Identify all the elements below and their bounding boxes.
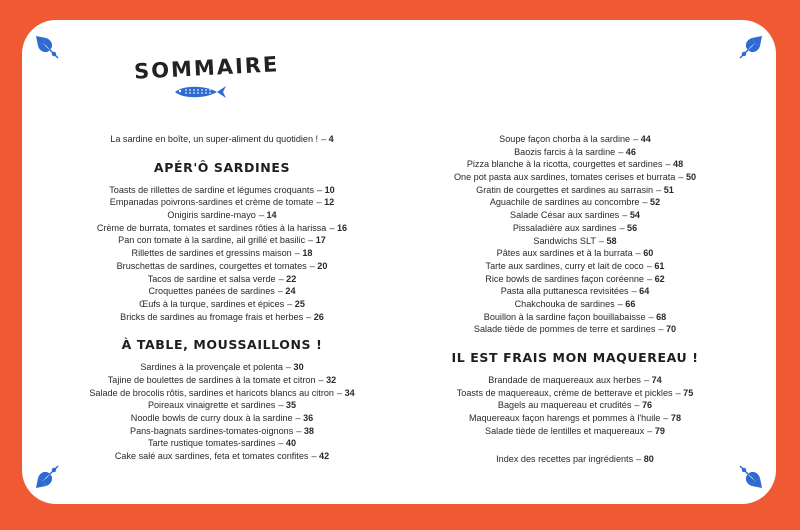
title-block <box>133 52 280 100</box>
toc-entry[interactable]: Tarte aux sardines, curry et lait de coco– 61 <box>410 260 740 273</box>
toc-entry[interactable]: Tarte rustique tomates-sardines– 40 <box>57 437 387 450</box>
toc-entry[interactable]: Bouillon à la sardine façon bouillabaisse– 68 <box>410 311 740 324</box>
toc-entry[interactable]: Salade tiède de pommes de terre et sardines– 70 <box>410 323 740 336</box>
toc-entry[interactable]: Pasta alla puttanesca revisitées– 64 <box>410 285 740 298</box>
toc-entry[interactable]: Rice bowls de sardines façon coréenne– 62 <box>410 273 740 286</box>
menu-page <box>22 20 776 504</box>
toc-entry[interactable]: Bruschettas de sardines, courgettes et tomates– 20 <box>57 260 387 273</box>
toc-entry[interactable]: Soupe façon chorba à la sardine– 44 <box>410 133 740 146</box>
toc-entry[interactable]: Croquettes panées de sardines– 24 <box>57 285 387 298</box>
corner-ornament-icon <box>34 34 62 62</box>
toc-entry[interactable]: Brandade de maquereaux aux herbes– 74 <box>410 374 740 387</box>
toc-entry[interactable]: Toasts de maquereaux, crème de betterave et pickles– 75 <box>410 387 740 400</box>
toc-entry[interactable]: Pan con tomate à la sardine, ail grillé et basilic– 17 <box>57 234 387 247</box>
toc-entry[interactable]: Bagels au maquereau et crudités– 76 <box>410 399 740 412</box>
toc-entry[interactable]: Œufs à la turque, sardines et épices– 25 <box>57 298 387 311</box>
toc-entry[interactable]: Onigiris sardine-mayo– 14 <box>57 209 387 222</box>
toc-entry[interactable]: Pissaladière aux sardines– 56 <box>410 222 740 235</box>
toc-entry[interactable]: Rillettes de sardines et gressins maison– 18 <box>57 247 387 260</box>
toc-entry[interactable]: Pans-bagnats sardines-tomates-oignons– 38 <box>57 425 387 438</box>
page-title: SOMMAIRE <box>133 52 280 84</box>
toc-right-column <box>410 133 740 466</box>
toc-entry[interactable]: Sandwichs SLT– 58 <box>410 235 740 248</box>
toc-entry[interactable]: Poireaux vinaigrette et sardines– 35 <box>57 399 387 412</box>
toc-entry[interactable]: Toasts de rillettes de sardine et légumes croquants– 10 <box>57 184 387 197</box>
toc-entry[interactable]: One pot pasta aux sardines, tomates cerises et burrata– 50 <box>410 171 740 184</box>
toc-entry[interactable]: Noodle bowls de curry doux à la sardine– 36 <box>57 412 387 425</box>
toc-entry[interactable]: Aguachile de sardines au concombre– 52 <box>410 196 740 209</box>
toc-entry[interactable]: Tacos de sardine et salsa verde– 22 <box>57 273 387 286</box>
corner-ornament-icon <box>34 462 62 490</box>
toc-entry-index[interactable]: Index des recettes par ingrédients– 80 <box>410 453 740 466</box>
toc-entry[interactable]: Empanadas poivrons-sardines et crème de tomate– 12 <box>57 196 387 209</box>
toc-entry[interactable]: Pizza blanche à la ricotta, courgettes et sardines– 48 <box>410 158 740 171</box>
sardine-icon <box>171 84 227 100</box>
section-heading: IL EST FRAIS MON MAQUEREAU ! <box>451 350 699 365</box>
toc-entry[interactable]: Chakchouka de sardines– 66 <box>410 298 740 311</box>
toc-entry[interactable]: Sardines à la provençale et polenta– 30 <box>57 361 387 374</box>
toc-entry[interactable]: Salade de brocolis rôtis, sardines et haricots blancs au citron– 34 <box>57 387 387 400</box>
toc-entry[interactable]: Pâtes aux sardines et à la burrata– 60 <box>410 247 740 260</box>
section-heading: À TABLE, MOUSSAILLONS ! <box>121 337 323 353</box>
toc-entry[interactable]: La sardine en boîte, un super-aliment du quotidien !– 4 <box>57 133 387 146</box>
toc-entry[interactable]: Tajine de boulettes de sardines à la tomate et citron– 32 <box>57 374 387 387</box>
toc-entry[interactable]: Salade César aux sardines– 54 <box>410 209 740 222</box>
toc-entry[interactable]: Bricks de sardines au fromage frais et herbes– 26 <box>57 311 387 324</box>
toc-left-column <box>57 133 387 463</box>
toc-entry[interactable]: Crème de burrata, tomates et sardines rôties à la harissa– 16 <box>57 222 387 235</box>
toc-entry[interactable]: Maquereaux façon harengs et pommes à l'huile– 78 <box>410 412 740 425</box>
toc-entry[interactable]: Salade tiède de lentilles et maquereaux– 79 <box>410 425 740 438</box>
corner-ornament-icon <box>736 462 764 490</box>
toc-entry[interactable]: Gratin de courgettes et sardines au sarrasin– 51 <box>410 184 740 197</box>
section-heading: APÉR'Ô SARDINES <box>153 159 291 175</box>
toc-entry[interactable]: Cake salé aux sardines, feta et tomates confites– 42 <box>57 450 387 463</box>
toc-entry[interactable]: Baozis farcis à la sardine– 46 <box>410 146 740 159</box>
corner-ornament-icon <box>736 34 764 62</box>
